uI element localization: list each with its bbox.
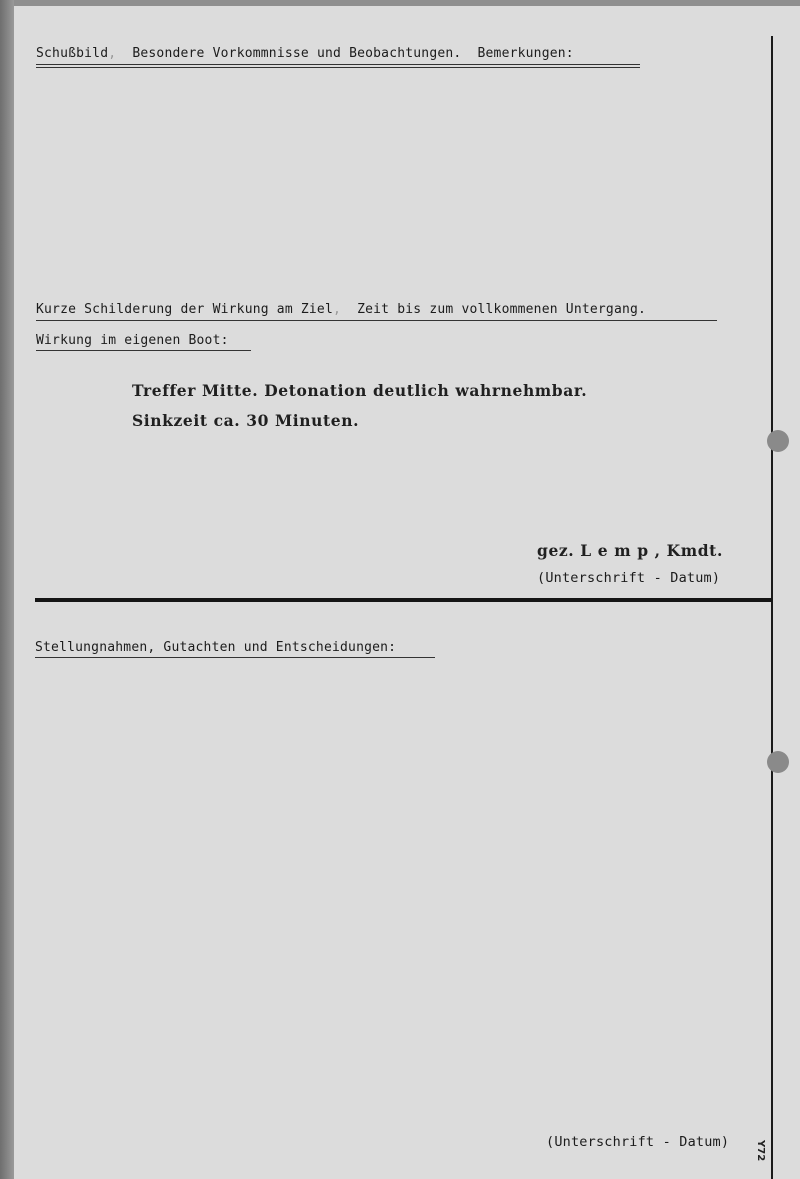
heading-eigenes-boot-underline — [36, 350, 251, 351]
heading-wirkung-underline — [36, 320, 717, 321]
footer-signature-caption: (Unterschrift - Datum) — [546, 1134, 730, 1150]
scan-left-edge — [0, 0, 14, 1179]
heading-vorkommnisse-label: Besondere Vorkommnisse und Beobachtungen. — [132, 46, 462, 61]
heading-stellungnahmen: Stellungnahmen, Gutachten und Entscheidungen: — [35, 640, 397, 655]
signature-text: gez. L e m p , Kmdt. — [537, 541, 723, 560]
document-page — [14, 6, 800, 1179]
right-border-line — [771, 36, 773, 1179]
heading-eigenes-boot: Wirkung im eigenen Boot: — [36, 333, 229, 348]
heading-schussbild-label: Schußbild — [36, 46, 109, 61]
margin-note: Y72 — [755, 1140, 766, 1162]
heading-schussbild — [36, 46, 574, 61]
signature-caption: (Unterschrift - Datum) — [537, 570, 721, 586]
heading-schussbild-underline — [36, 64, 640, 65]
section-divider — [35, 598, 772, 602]
report-line-2: Sinkzeit ca. 30 Minuten. — [132, 411, 360, 430]
report-line-1: Treffer Mitte. Detonation deutlich wahrnehmbar. — [132, 381, 588, 400]
heading-schussbild-sep: , — [108, 46, 117, 61]
heading-bemerkungen-label: Bemerkungen: — [477, 46, 574, 61]
heading-wirkung — [36, 302, 646, 317]
heading-untergang-label: Zeit bis zum vollkommenen Untergang. — [357, 302, 647, 317]
punch-hole-top — [767, 430, 789, 452]
heading-schussbild-underline-2 — [36, 67, 640, 68]
heading-stellungnahmen-underline — [35, 657, 435, 658]
heading-wirkung-sep: , — [333, 302, 342, 317]
punch-hole-bottom — [767, 751, 789, 773]
heading-wirkung-label: Kurze Schilderung der Wirkung am Ziel — [36, 302, 333, 317]
